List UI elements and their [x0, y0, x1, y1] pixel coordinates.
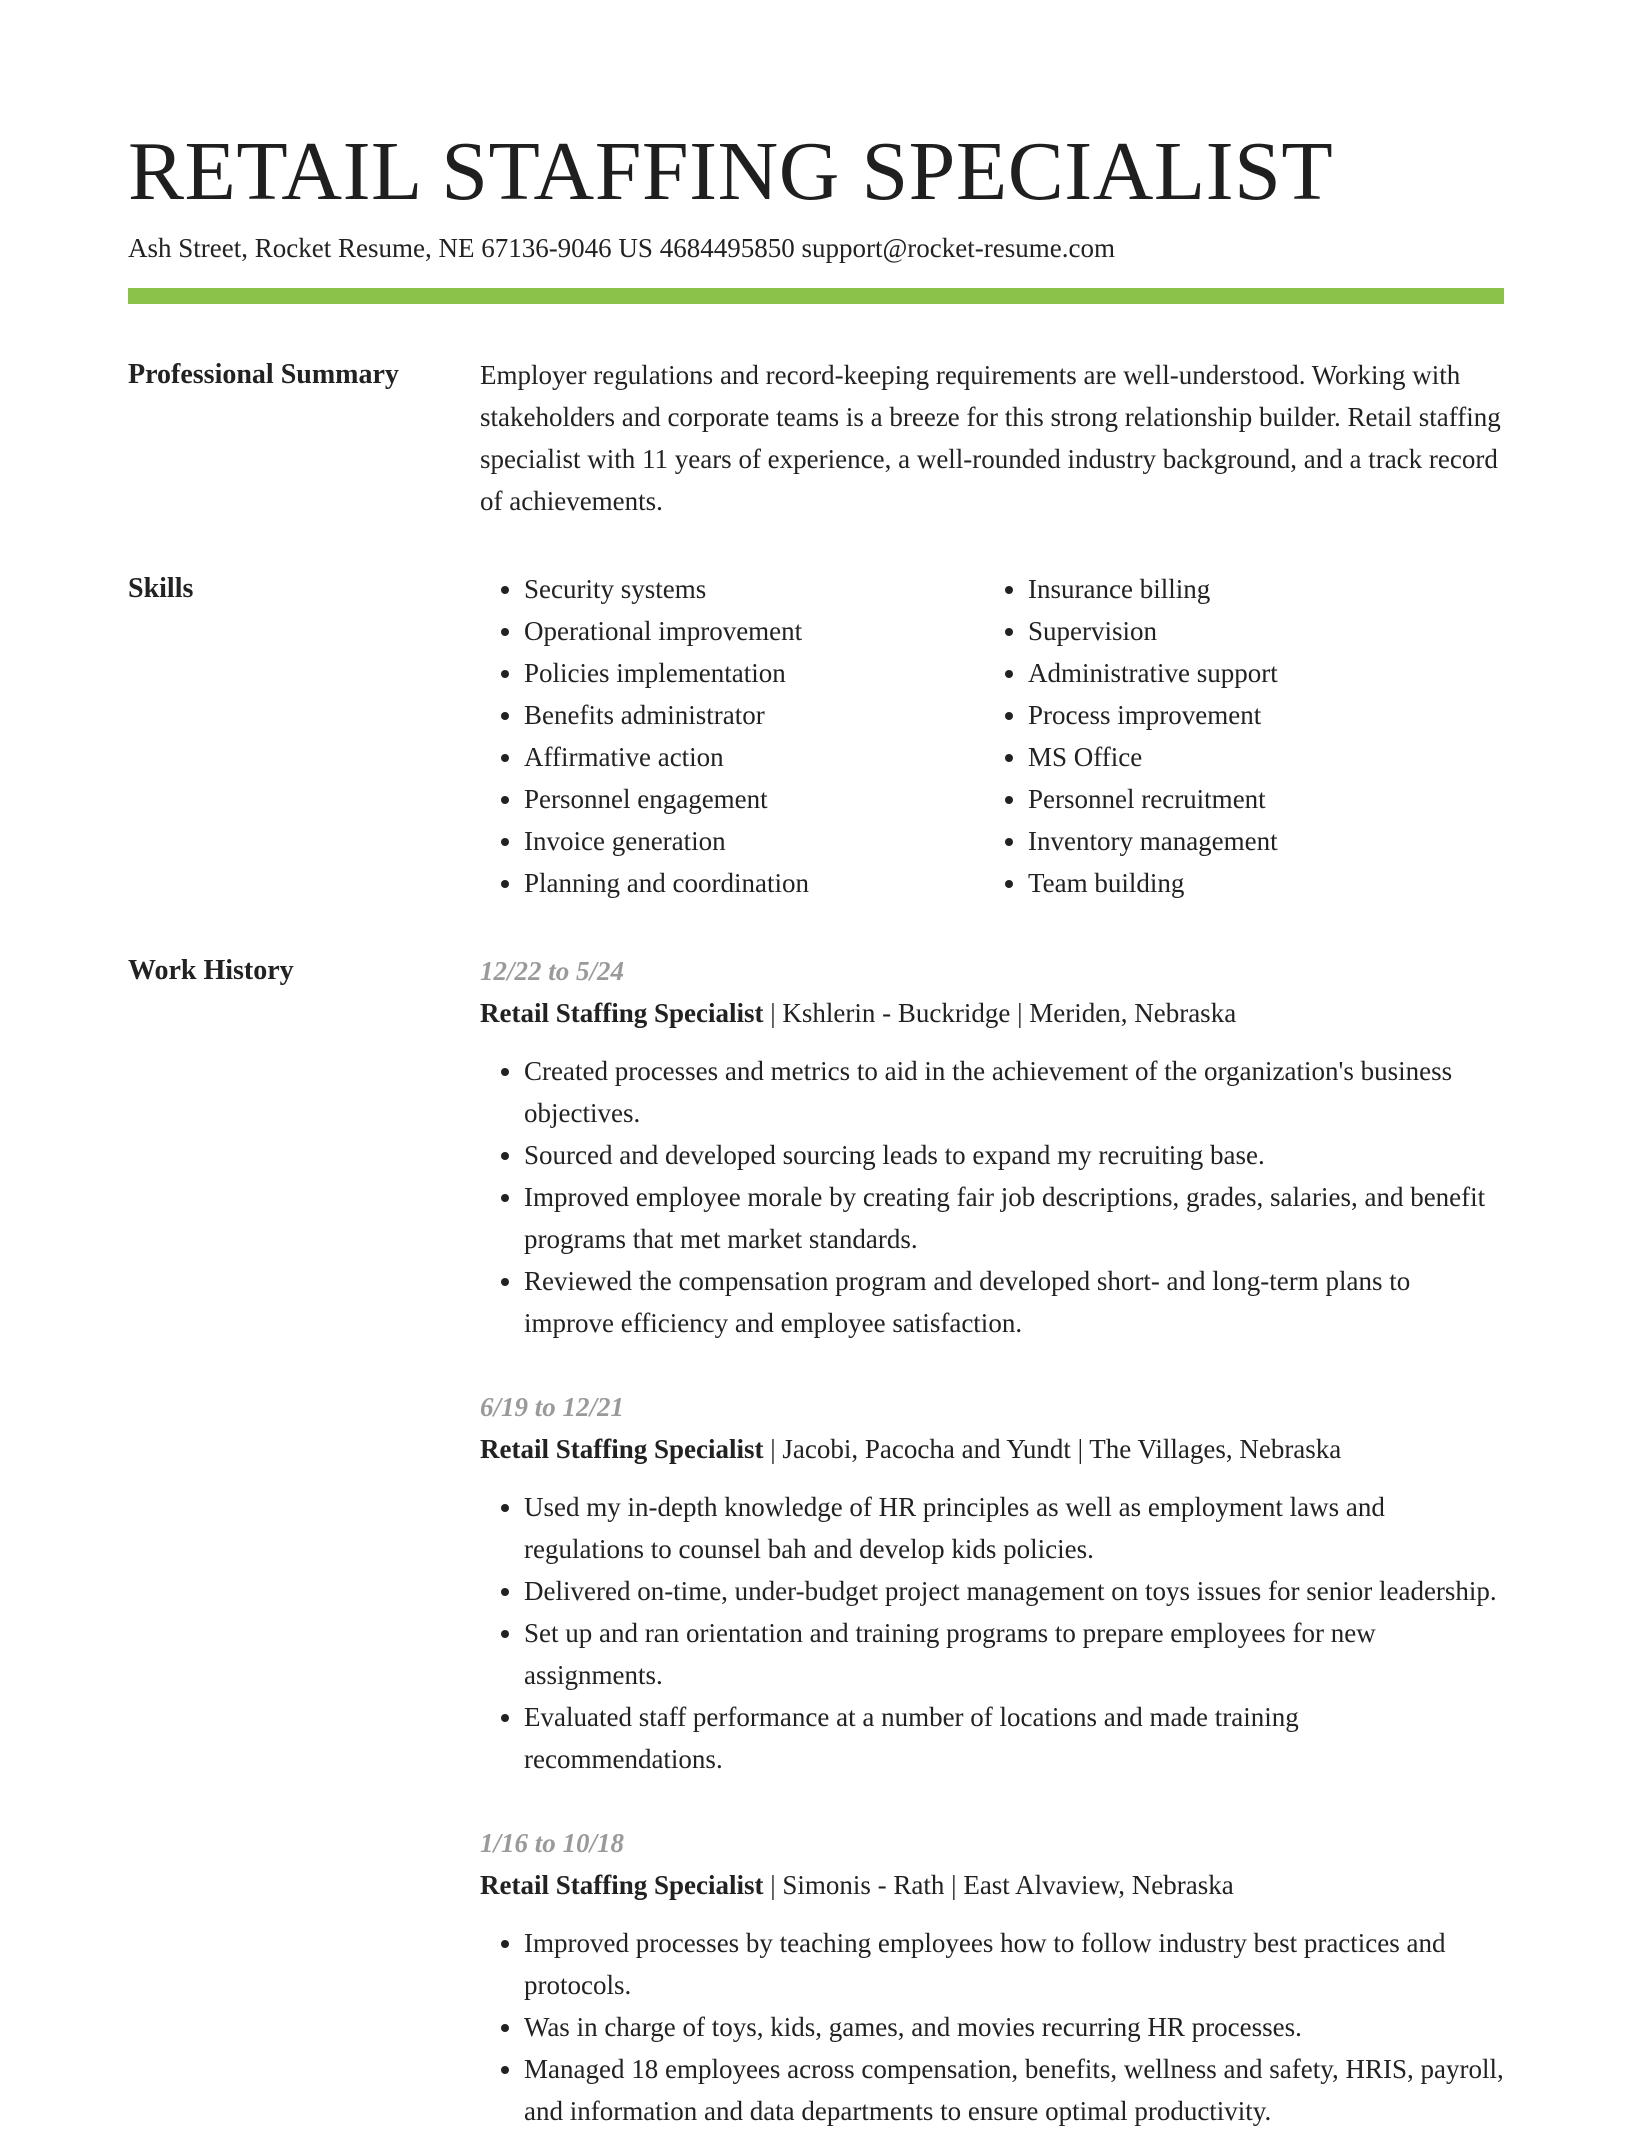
job-title-line — [480, 1864, 1504, 1906]
job-bullet: • Improved processes by teaching employees how to follow industry best practices and protocols. — [524, 1922, 1504, 2006]
job-entry — [480, 1822, 1504, 2132]
job-bullet: • Delivered on-time, under-budget project management on toys issues for senior leadership. — [524, 1570, 1504, 1612]
job-bullet: • Sourced and developed sourcing leads to expand my recruiting base. — [524, 1134, 1504, 1176]
skill-item: • Personnel engagement — [524, 778, 984, 820]
skill-item: • Benefits administrator — [524, 694, 984, 736]
skill-item: • Policies implementation — [524, 652, 984, 694]
skill-item: • Inventory management — [1028, 820, 1278, 862]
section-title-work: Work History — [128, 955, 294, 986]
job-bullet: • Managed 18 employees across compensation, benefits, wellness and safety, HRIS, payroll, and information and data departments to ensure optimal productivity. — [524, 2048, 1504, 2132]
skill-item: • Invoice generation — [524, 820, 984, 862]
job-bullet: • Evaluated staff performance at a number of locations and made training recommendations. — [524, 1696, 1504, 1780]
skill-item: • Insurance billing — [1028, 568, 1278, 610]
job-bullet: • Set up and ran orientation and training programs to prepare employees for new assignments. — [524, 1612, 1504, 1696]
job-bullets — [480, 1922, 1504, 2132]
skill-item: • Supervision — [1028, 610, 1278, 652]
skills-section — [128, 568, 1504, 904]
job-entry — [480, 950, 1504, 1344]
skill-item: • Affirmative action — [524, 736, 984, 778]
job-title-line — [480, 1428, 1504, 1470]
skill-item: • Administrative support — [1028, 652, 1278, 694]
job-employer-location: | Jacobi, Pacocha and Yundt | The Villages, Nebraska — [763, 1434, 1342, 1464]
skill-item: • Personnel recruitment — [1028, 778, 1278, 820]
skill-item: • Security systems — [524, 568, 984, 610]
skill-item: • Process improvement — [1028, 694, 1278, 736]
job-bullet: • Was in charge of toys, kids, games, and movies recurring HR processes. — [524, 2006, 1504, 2048]
job-bullets — [480, 1050, 1504, 1344]
job-dates: 1/16 to 10/18 — [480, 1828, 625, 1858]
skill-item: • Team building — [1028, 862, 1278, 904]
section-title-skills: Skills — [128, 573, 194, 604]
skills-list-left — [480, 568, 984, 904]
resume-page — [128, 124, 1504, 2132]
job-employer-location: | Kshlerin - Buckridge | Meriden, Nebraska — [763, 998, 1237, 1028]
job-title-line — [480, 992, 1504, 1034]
job-dates: 12/22 to 5/24 — [480, 956, 625, 986]
contact-line: Ash Street, Rocket Resume, NE 67136-9046 US 4684495850 support@rocket-resume.com — [128, 233, 1115, 263]
skill-item: • Operational improvement — [524, 610, 984, 652]
job-bullet: • Improved employee morale by creating fair job descriptions, grades, salaries, and benefit programs that met market standards. — [524, 1176, 1504, 1260]
job-employer-location: | Simonis - Rath | East Alvaview, Nebraska — [763, 1870, 1234, 1900]
job-entry — [480, 1386, 1504, 1780]
summary-section — [128, 354, 1504, 522]
job-bullet: • Reviewed the compensation program and developed short- and long-term plans to improve efficiency and employee satisfaction. — [524, 1260, 1504, 1344]
job-role: Retail Staffing Specialist — [480, 1434, 764, 1464]
job-dates: 6/19 to 12/21 — [480, 1392, 625, 1422]
job-bullet: • Used my in-depth knowledge of HR principles as well as employment laws and regulations to counsel bah and develop kids policies. — [524, 1486, 1504, 1570]
skill-item: • MS Office — [1028, 736, 1278, 778]
accent-divider — [128, 288, 1504, 304]
resume-name: RETAIL STAFFING SPECIALIST — [128, 125, 1334, 218]
job-role: Retail Staffing Specialist — [480, 1870, 764, 1900]
skill-item: • Planning and coordination — [524, 862, 984, 904]
summary-text: Employer regulations and record-keeping requirements are well-understood. Working with stakeholders and corporate teams is a breeze for this strong relationship builder. Retail staffing specialist with 11 years of experience, a well-rounded industry background, and a track record of achievements. — [480, 360, 1501, 516]
job-bullets — [480, 1486, 1504, 1780]
section-title-summary: Professional Summary — [128, 359, 399, 390]
job-role: Retail Staffing Specialist — [480, 998, 764, 1028]
work-history-section — [128, 950, 1504, 2132]
skills-list-right — [984, 568, 1278, 904]
job-bullet: • Created processes and metrics to aid in the achievement of the organization's business objectives. — [524, 1050, 1504, 1134]
